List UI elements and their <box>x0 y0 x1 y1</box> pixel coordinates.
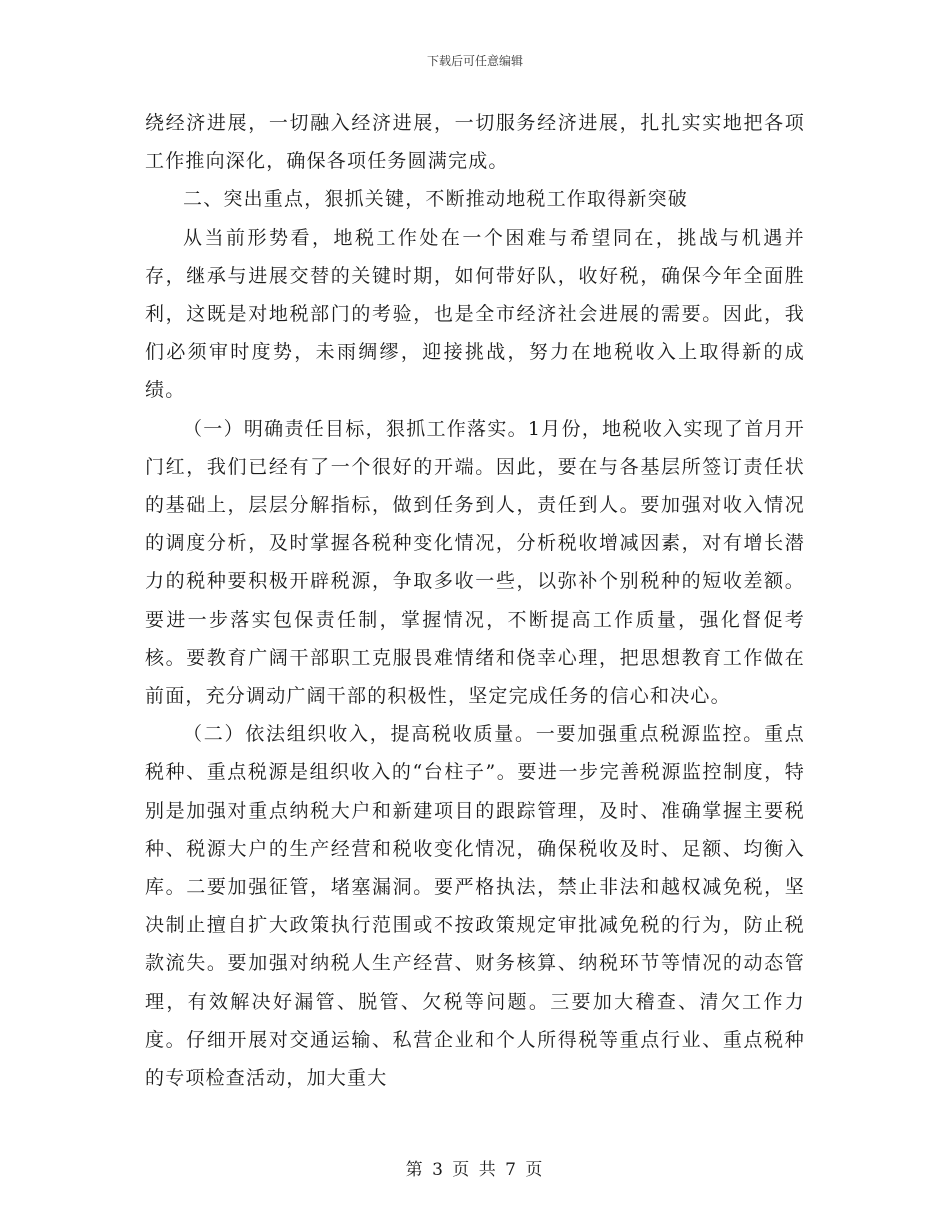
section-heading: 二、突出重点，狠抓关键，不断推动地税工作取得新突破 <box>183 188 689 211</box>
paragraph: （一）明确责任目标，狠抓工作落实。1月份，地税收入实现了首月开门红，我们已经有了一个很好的开端。因此，要在与各基层所签订责任状的基础上，层层分解指标，做到任务到人，责任到人。要加强对收入情况的调度分析，及时掌握各税种变化情况，分析税收增减因素，对有增长潜力的税种要积极开辟税源，争取多收一些，以弥补个别税种的短收差额。要进一步落实包保责任制，掌握情况，不断提高工作质量，强化督促考核。要教育广阔干部职工克服畏难情绪和侥幸心理，把思想教育工作做在前面，充分调动广阔干部的积极性，坚定完成任务的信心和决心。 <box>145 417 805 708</box>
paragraph: 从当前形势看，地税工作处在一个困难与希望同在，挑战与机遇并存，继承与进展交替的关键时期，如何带好队，收好税，确保今年全面胜利，这既是对地税部门的考验，也是全市经济社会进展的需要。因此，我们必须审时度势，未雨绸缪，迎接挑战，努力在地税收入上取得新的成绩。 <box>145 226 805 402</box>
page-header: 下载后可任意编辑 <box>426 54 523 68</box>
paragraph-continuation: 绕经济进展，一切融入经济进展，一切服务经济进展，扎扎实实地把各项工作推向深化，确保各项任务圆满完成。 <box>145 112 805 173</box>
page-footer: 第 3 页 共 7 页 <box>405 1160 545 1180</box>
document-body <box>145 104 805 1097</box>
paragraph: （二）依法组织收入，提高税收质量。一要加强重点税源监控。重点税种、重点税源是组织收入的“台柱子”。要进一步完善税源监控制度，特别是加强对重点纳税大户和新建项目的跟踪管理，及时、准确掌握主要税种、税源大户的生产经营和税收变化情况，确保税收及时、足额、均衡入库。二要加强征管，堵塞漏洞。要严格执法，禁止非法和越权减免税，坚决制止擅自扩大政策执行范围或不按政策规定审批减免税的行为，防止税款流失。要加强对纳税人生产经营、财务核算、纳税环节等情况的动态管理，有效解决好漏管、脱管、欠税等问题。三要加大稽查、清欠工作力度。仔细开展对交通运输、私营企业和个人所得税等重点行业、重点税种的专项检查活动，加大重大 <box>145 723 805 1090</box>
